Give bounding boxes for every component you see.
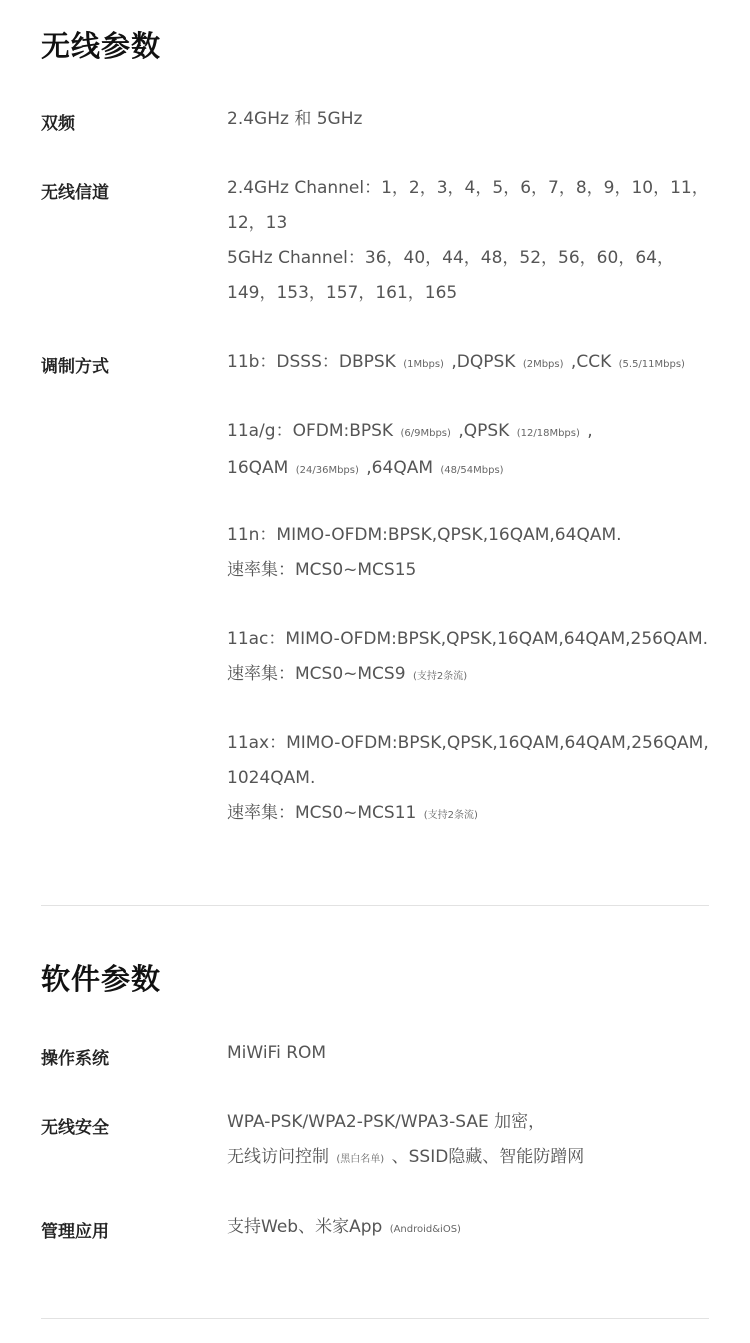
modulation-11ac-line2: [227, 657, 727, 694]
mod-11b-rate3: (5.5/11Mbps): [618, 359, 685, 370]
modulation-11ag: [227, 414, 727, 488]
security-features: 、SSID隐藏、智能防蹭网: [386, 1147, 585, 1167]
mod-ac-streams: (支持2条流): [412, 671, 468, 682]
wireless-section-title: 无线参数: [41, 29, 162, 63]
mod-ag-rate2: (12/18Mbps): [516, 428, 580, 439]
management-platforms: (Android&iOS): [389, 1224, 461, 1235]
modulation-label: 调制方式: [41, 357, 109, 377]
modulation-11n-line1: 11n：MIMO-OFDM:BPSK,QPSK,16QAM,64QAM.: [227, 525, 622, 545]
channel-24-line1: 2.4GHz Channel：1，2，3，4，5，6，7，8，9，10，11，: [227, 178, 709, 198]
section-divider: [41, 905, 709, 906]
wireless-channel-label: 无线信道: [41, 183, 109, 203]
wireless-security-value: [227, 1105, 727, 1177]
mod-ag-comma: ,: [581, 421, 593, 441]
mod-ag-rate4: (48/54Mbps): [440, 465, 504, 476]
management-text: 支持Web、米家App: [227, 1217, 388, 1237]
os-value: [227, 1036, 727, 1071]
mod-ag-rate3: (24/36Mbps): [295, 465, 359, 476]
mod-ax-rate-set: 速率集：MCS0~MCS11: [227, 803, 422, 823]
modulation-11ax-line3: [227, 796, 727, 833]
security-access-control: 无线访问控制: [227, 1147, 335, 1167]
mod-11b-rate1: (1Mbps): [403, 359, 444, 370]
management-line: [227, 1210, 727, 1247]
mod-ag-64qam: ,64QAM: [360, 458, 439, 478]
mod-11b-cck: ,CCK: [565, 352, 617, 372]
modulation-11ag-line2: [227, 451, 727, 488]
mod-11b-prefix: 11b：DSSS：DBPSK: [227, 352, 402, 372]
security-line2: [227, 1140, 727, 1177]
bottom-divider: [41, 1318, 709, 1319]
modulation-11ag-line1: [227, 414, 727, 451]
security-line1: WPA-PSK/WPA2-PSK/WPA3-SAE 加密，: [227, 1112, 546, 1132]
security-blacklist-note: (黑白名单): [336, 1154, 385, 1165]
modulation-11ax-line1: 11ax：MIMO-OFDM:BPSK,QPSK,16QAM,64QAM,256QAM,: [227, 733, 709, 753]
os-label: 操作系统: [41, 1049, 109, 1069]
mod-ax-streams: (支持2条流): [423, 810, 478, 821]
modulation-11ax: [227, 726, 727, 833]
channel-24-line2: 12，13: [227, 213, 288, 233]
management-label: 管理应用: [41, 1222, 109, 1242]
mod-ag-qpsk: ,QPSK: [452, 421, 515, 441]
mod-ag-16qam: 16QAM: [227, 458, 294, 478]
wireless-channel-value: [227, 171, 727, 311]
wireless-security-label: 无线安全: [41, 1118, 109, 1138]
os-text: MiWiFi ROM: [227, 1043, 327, 1063]
channel-5-line1: 5GHz Channel：36，40，44，48，52，56，60，64，: [227, 248, 674, 268]
modulation-11ac-line1: 11ac：MIMO-OFDM:BPSK,QPSK,16QAM,64QAM,256QAM.: [227, 629, 709, 649]
dual-band-text: 2.4GHz 和 5GHz: [227, 109, 363, 129]
mod-11b-rate2: (2Mbps): [522, 359, 564, 370]
modulation-11b-line: [227, 345, 727, 382]
mod-ag-prefix: 11a/g：OFDM:BPSK: [227, 421, 399, 441]
modulation-11n: [227, 518, 727, 588]
dual-band-label: 双频: [41, 114, 75, 134]
software-section-title: 软件参数: [41, 962, 162, 996]
dual-band-value: [227, 102, 727, 137]
modulation-11ac: [227, 622, 727, 694]
mod-ac-rate-set: 速率集：MCS0~MCS9: [227, 664, 411, 684]
management-value: [227, 1210, 727, 1247]
modulation-11ax-line2: 1024QAM.: [227, 768, 316, 788]
mod-11b-dqpsk: ,DQPSK: [445, 352, 521, 372]
modulation-11n-line2: 速率集：MCS0~MCS15: [227, 560, 417, 580]
channel-5-line2: 149，153，157，161，165: [227, 283, 458, 303]
mod-ag-rate1: (6/9Mbps): [400, 428, 451, 439]
modulation-11b: [227, 345, 727, 382]
